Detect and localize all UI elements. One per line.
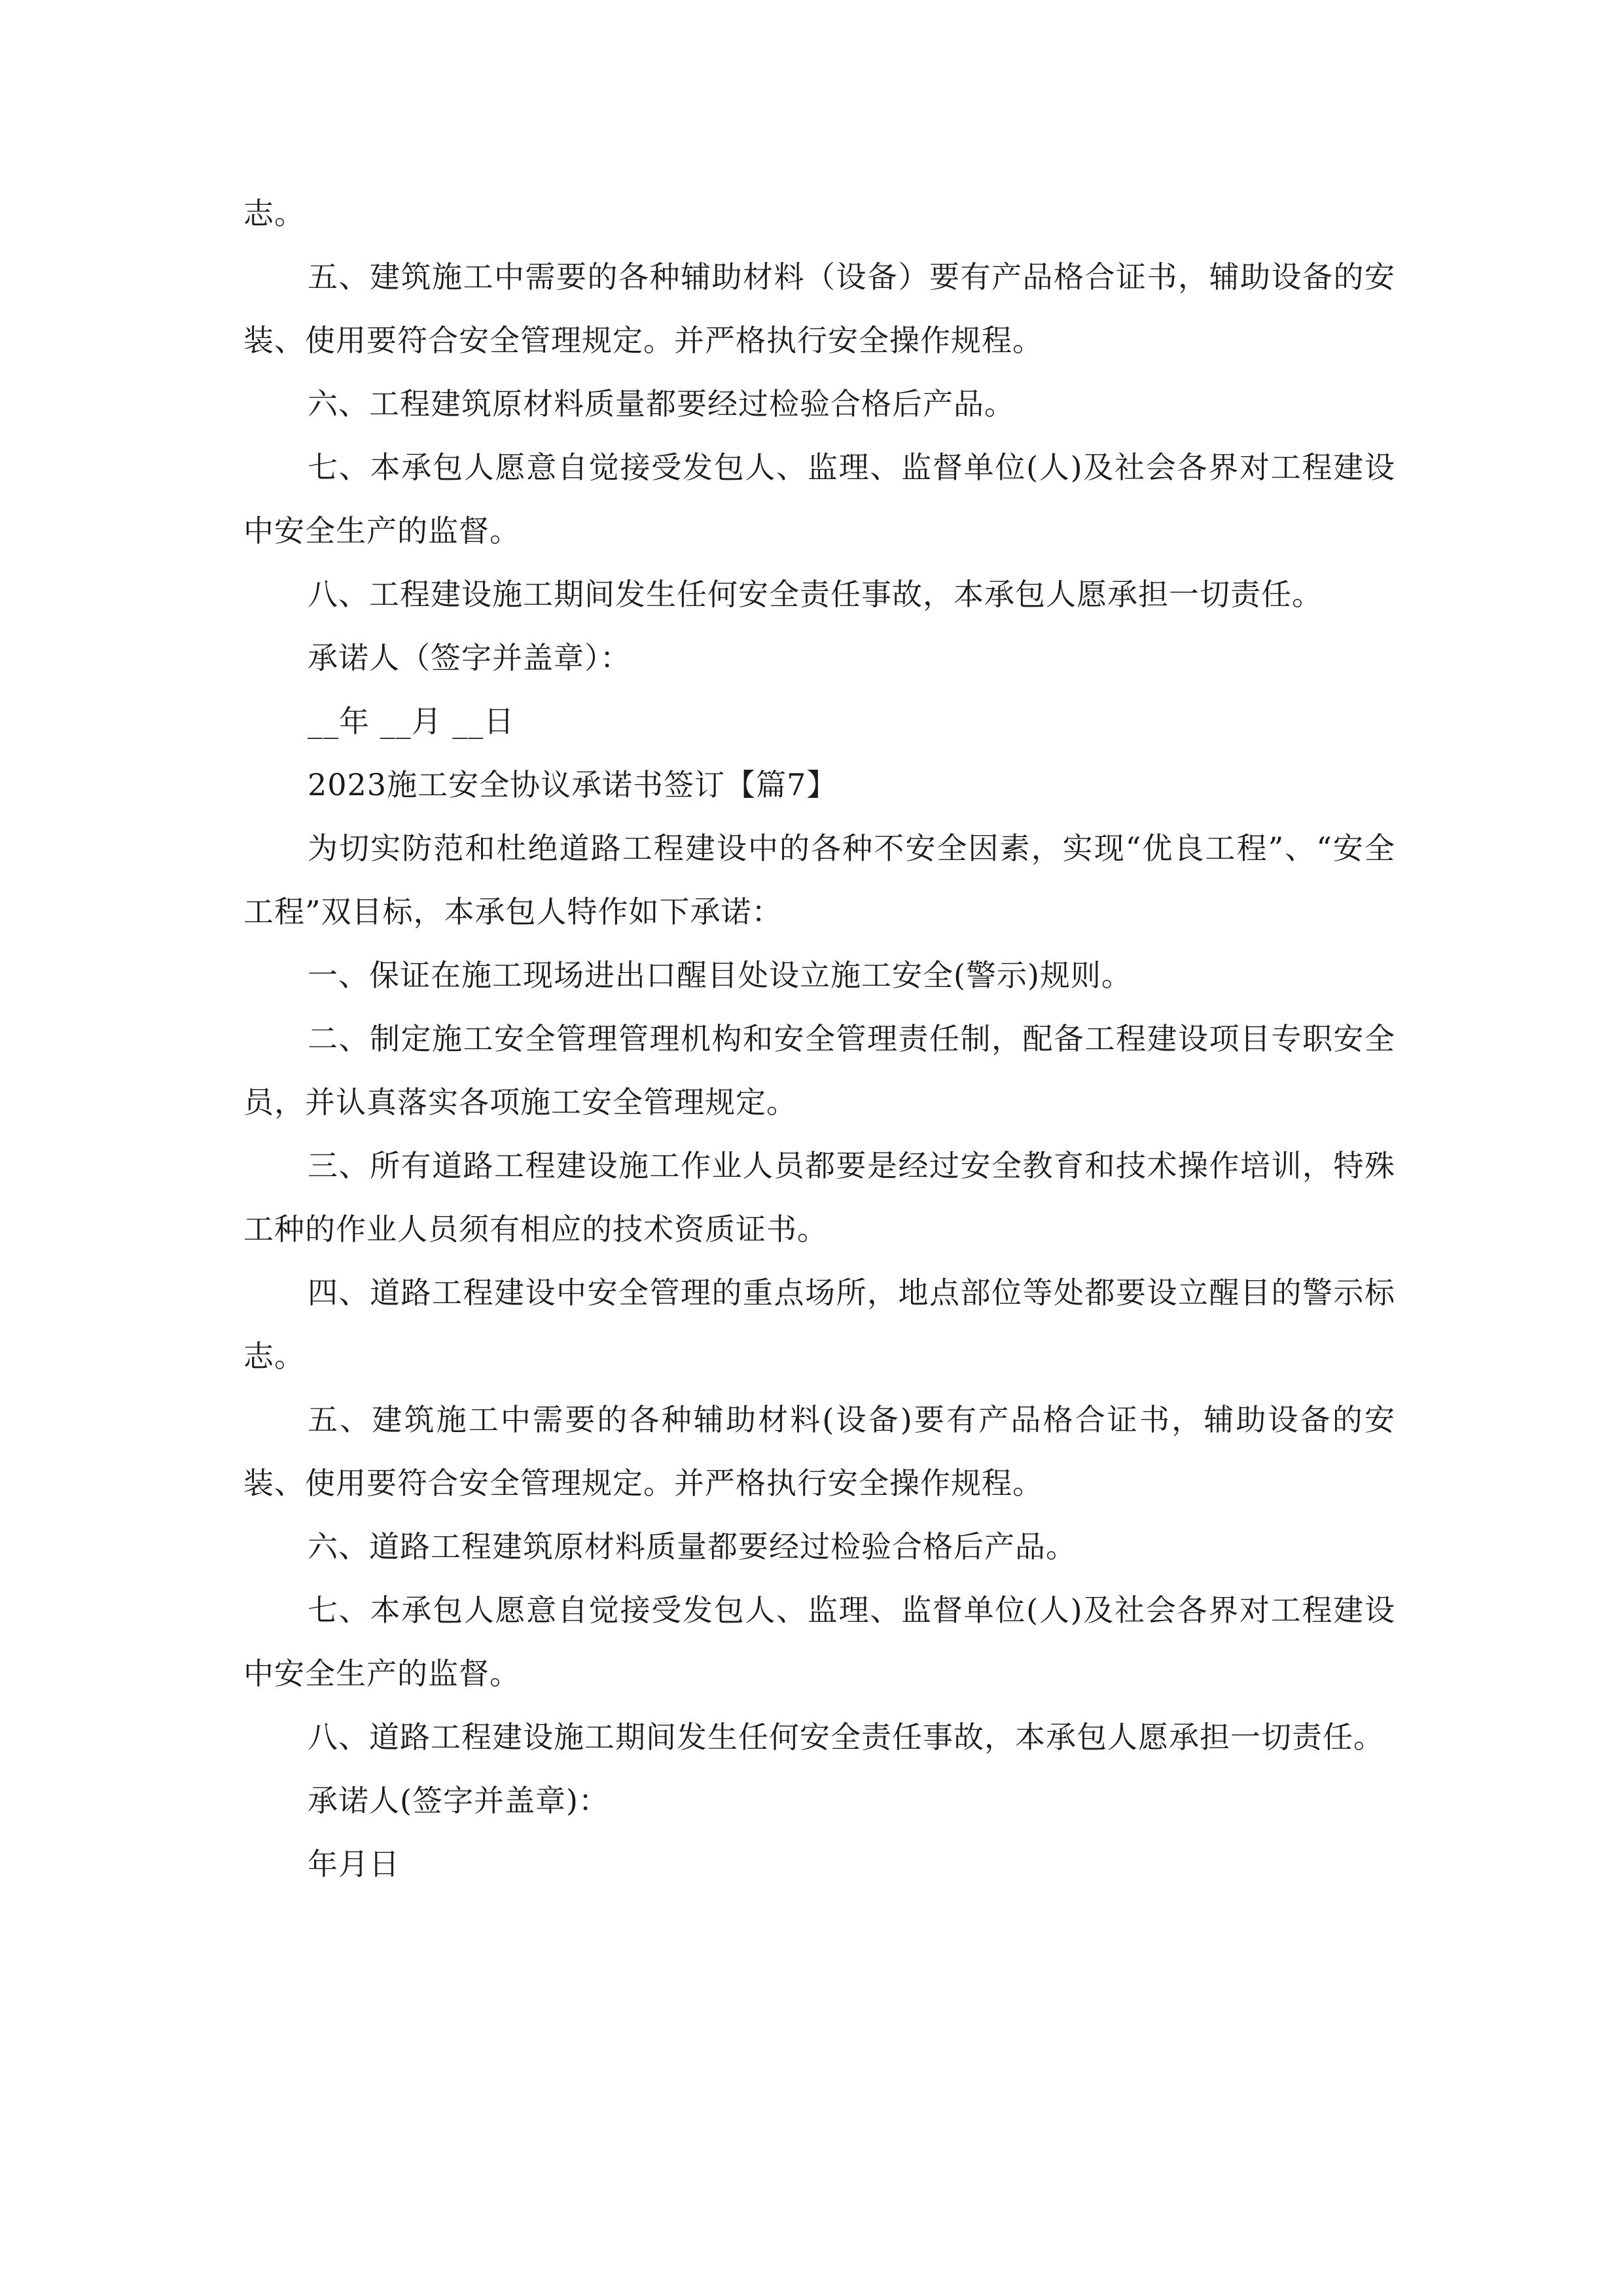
- signature-line: 承诺人(签字并盖章)：: [308, 1783, 609, 1818]
- date-line: 年月日: [308, 1846, 400, 1882]
- article-5-materials: 五、建筑施工中需要的各种辅助材料（设备）要有产品格合证书，辅助设备的安装、使用要符合安全管理规定。并严格执行安全操作规程。: [243, 259, 1395, 358]
- article-1-signage: 一、保证在施工现场进出口醒目处设立施工安全(警示)规则。: [308, 958, 1132, 993]
- article-6-raw-materials: 六、工程建筑原材料质量都要经过检验合格后产品。: [308, 386, 1015, 422]
- article-8-liability: 八、工程建设施工期间发生任何安全责任事故，本承包人愿承担一切责任。: [308, 577, 1323, 612]
- date-line: __年 __月 __日: [308, 704, 515, 739]
- article-8-liability: 八、道路工程建设施工期间发生任何安全责任事故，本承包人愿承担一切责任。: [308, 1719, 1384, 1755]
- article-7-supervision: 七、本承包人愿意自觉接受发包人、监理、监督单位(人)及社会各界对工程建设中安全生产的监督。: [243, 1592, 1395, 1691]
- document-body: [243, 182, 1395, 1896]
- article-5-materials: 五、建筑施工中需要的各种辅助材料(设备)要有产品格合证书，辅助设备的安装、使用要符合安全管理规定。并严格执行安全操作规程。: [243, 1402, 1395, 1501]
- article-3-training: 三、所有道路工程建设施工作业人员都要是经过安全教育和技术操作培训，特殊工种的作业人员须有相应的技术资质证书。: [243, 1148, 1395, 1247]
- signature-line: 承诺人（签字并盖章）：: [308, 640, 631, 675]
- intro-paragraph: 为切实防范和杜绝道路工程建设中的各种不安全因素，实现“优良工程”、“安全工程”双目标，本承包人特作如下承诺：: [243, 831, 1395, 929]
- section-heading: 2023施工安全协议承诺书签订【篇7】: [308, 767, 838, 802]
- article-6-raw-materials: 六、道路工程建筑原材料质量都要经过检验合格后产品。: [308, 1529, 1077, 1564]
- article-4-warning-signs: 四、道路工程建设中安全管理的重点场所，地点部位等处都要设立醒目的警示标志。: [243, 1275, 1395, 1374]
- paragraph-continuation: 志。: [243, 196, 305, 231]
- article-2-management: 二、制定施工安全管理管理机构和安全管理责任制，配备工程建设项目专职安全员，并认真落实各项施工安全管理规定。: [243, 1021, 1395, 1120]
- article-7-supervision: 七、本承包人愿意自觉接受发包人、监理、监督单位(人)及社会各界对工程建设中安全生产的监督。: [243, 450, 1395, 548]
